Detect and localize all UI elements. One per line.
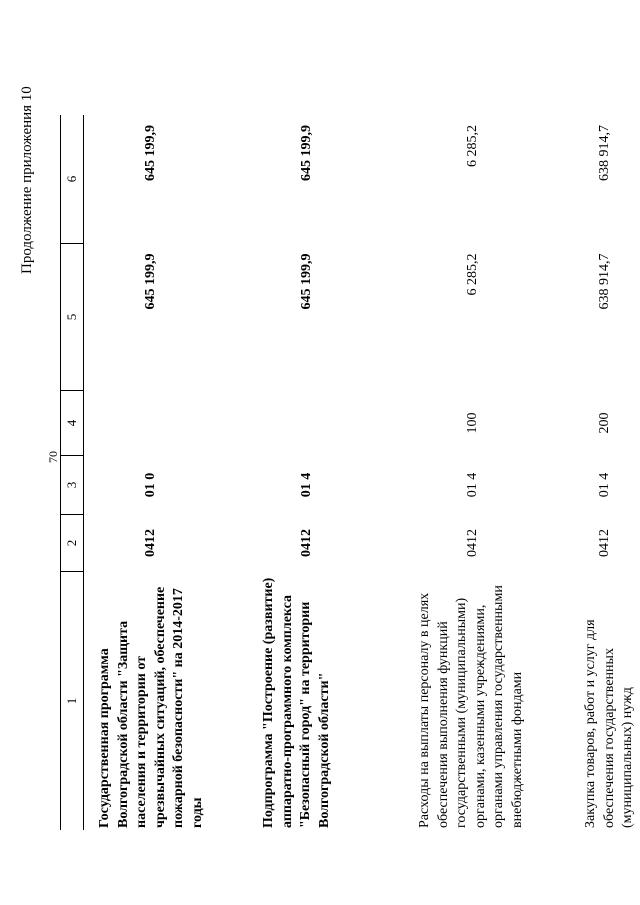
row-section: 0412 (465, 529, 480, 557)
budget-table (60, 115, 640, 830)
row-section: 0412 (597, 529, 612, 557)
row-expense-type: 200 (597, 412, 612, 434)
table-row (414, 115, 580, 830)
row-target: 01 4 (465, 472, 480, 498)
row-name: Подпрограмма "Построение (развитие) аппаратно-программного комплекса "Безопасный город" на территории Волгоградской области" (261, 577, 332, 828)
table-row (84, 115, 255, 830)
row-section: 0412 (299, 529, 314, 557)
row-amount-total: 6 285,2 (465, 253, 480, 296)
row-name: Государственная программа Волгоградской области "Защита населения и территории от чрезвычайных ситуаций, обеспечение пожарной безопасности" на 2014-2017 годы (97, 586, 205, 828)
row-section: 0412 (143, 529, 158, 557)
row-name: Закупка товаров, работ и услуг для обеспечения государственных (муниципальных) нужд (583, 619, 635, 828)
row-expense-type (254, 391, 414, 456)
row-amount-col6: 645 199,9 (299, 125, 314, 181)
row-target: 01 4 (299, 472, 314, 498)
column-header-1: 1 (61, 572, 84, 831)
row-target: 01 0 (143, 472, 158, 498)
table-header-row (61, 115, 84, 830)
column-header-5: 5 (61, 244, 84, 391)
page-number: 70 (46, 451, 60, 463)
row-amount-total: 645 199,9 (143, 253, 158, 310)
column-header-4: 4 (61, 391, 84, 456)
row-expense-type: 100 (465, 412, 480, 434)
row-amount-col6: 638 914,7 (597, 125, 612, 181)
row-amount-col6: 645 199,9 (143, 125, 158, 181)
continuation-label: Продолжение приложения 10 (19, 86, 35, 274)
row-amount-total: 638 914,7 (597, 253, 612, 310)
row-expense-type (84, 391, 255, 456)
column-header-2: 2 (61, 515, 84, 572)
column-header-6: 6 (61, 115, 84, 244)
row-amount-total: 645 199,9 (299, 253, 314, 310)
row-name: Расходы на выплаты персоналу в целях обеспечения выполнения функций государственными (муниципальными) органами, казенными учреждениями, органами управления государственными внебюджетными фондами (417, 585, 525, 828)
table-row (254, 115, 414, 830)
row-target: 01 4 (597, 472, 612, 498)
row-amount-col6: 6 285,2 (465, 125, 480, 167)
table-row (580, 115, 640, 830)
column-header-3: 3 (61, 456, 84, 515)
